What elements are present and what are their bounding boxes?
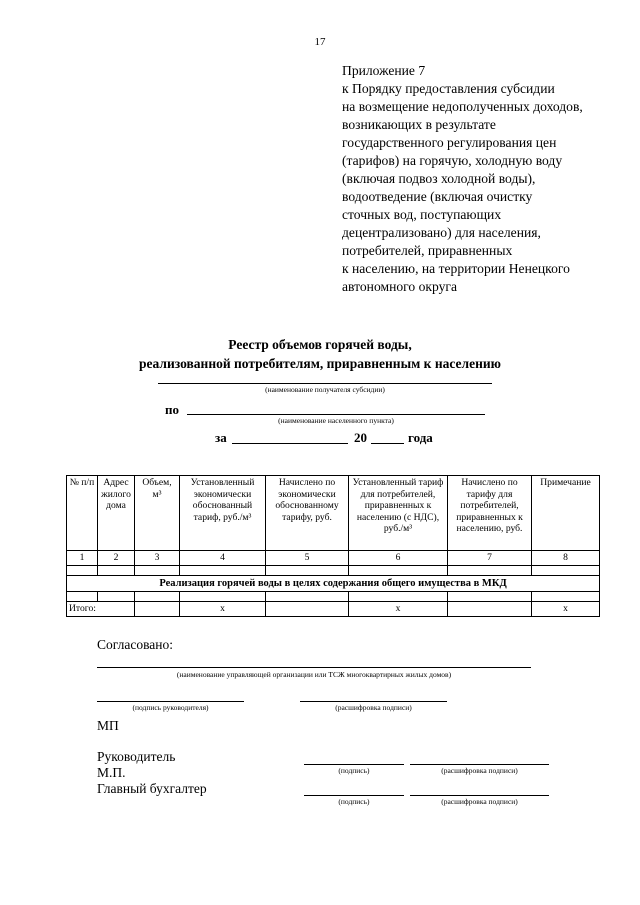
year-prefix: 20: [354, 430, 367, 445]
appendix-line: к Порядку предоставления субсидии: [342, 81, 555, 96]
po-label: по: [165, 402, 179, 417]
column-number: 4: [180, 551, 266, 566]
header-economic-tariff: Установленный экономически обоснованный тариф, руб./м³: [180, 476, 266, 551]
x-mark: x: [532, 602, 600, 617]
table-cell[interactable]: [349, 592, 448, 602]
head-label: Руководитель: [97, 749, 176, 764]
x-mark: x: [349, 602, 448, 617]
recipient-line: [158, 383, 492, 384]
title-line-2: реализованной потребителям, приравненным к населению: [139, 356, 501, 371]
table-cell[interactable]: [98, 592, 135, 602]
table-cell[interactable]: [180, 592, 266, 602]
page-number: 17: [314, 36, 326, 48]
head-signature-line: [97, 701, 244, 702]
registry-table: [66, 475, 600, 617]
table-cell[interactable]: [349, 565, 448, 575]
year-suffix: года: [408, 430, 433, 445]
appendix-line: водоотведение (включая очистку: [342, 189, 533, 204]
approval-title: Согласовано:: [97, 637, 173, 652]
appendix-line: (включая подвоз холодной воды),: [342, 171, 536, 186]
x-mark: x: [180, 602, 266, 617]
table-cell[interactable]: [135, 592, 180, 602]
column-number: 6: [349, 551, 448, 566]
signature-caption: (подпись): [338, 797, 370, 806]
head-decoding-field: [410, 764, 549, 765]
year-line: [371, 443, 404, 444]
header-address: Адрес жилого дома: [98, 476, 135, 551]
table-cell[interactable]: [266, 565, 349, 575]
table-cell[interactable]: [67, 592, 98, 602]
accountant-label: Главный бухгалтер: [97, 781, 207, 796]
total-row: [67, 602, 600, 617]
decoding-caption: (расшифровка подписи): [441, 766, 518, 775]
appendix-line: потребителей, приравненных: [342, 243, 513, 258]
stamp-label: МП: [97, 718, 119, 733]
accountant-decoding-field: [410, 795, 549, 796]
table-cell[interactable]: [448, 592, 532, 602]
appendix-line: возникающих в результате: [342, 117, 496, 132]
column-number: 7: [448, 551, 532, 566]
table-cell[interactable]: [532, 592, 600, 602]
decoding-caption: (расшифровка подписи): [441, 797, 518, 806]
column-number: 5: [266, 551, 349, 566]
head-signature-caption: (подпись руководителя): [132, 703, 209, 712]
table-header-row: [67, 476, 600, 551]
table-cell[interactable]: [67, 565, 98, 575]
header-charged-economic: Начислено по экономически обоснованному тарифу, руб.: [266, 476, 349, 551]
total-charged-population-cell[interactable]: [448, 602, 532, 617]
signature-caption: (подпись): [338, 766, 370, 775]
column-number: 2: [98, 551, 135, 566]
header-population-tariff: Установленный тариф для потребителей, приравненных к населению (с НДС), руб./м³: [349, 476, 448, 551]
total-label: Итого:: [67, 602, 135, 617]
appendix-block: [342, 62, 622, 296]
table-cell[interactable]: [532, 565, 600, 575]
header-volume: Объем, м³: [135, 476, 180, 551]
org-line: [97, 667, 531, 668]
section-row: [67, 575, 600, 592]
table-cell[interactable]: [98, 565, 135, 575]
column-number: 3: [135, 551, 180, 566]
appendix-line: Приложение 7: [342, 63, 426, 78]
header-number: № п/п: [67, 476, 98, 551]
table-number-row: [67, 551, 600, 566]
appendix-line: на возмещение недополученных доходов,: [342, 99, 583, 114]
za-label: за: [215, 430, 227, 445]
accountant-signature-field: [304, 795, 404, 796]
appendix-line: (тарифов) на горячую, холодную воду: [342, 153, 563, 168]
org-caption: (наименование управляющей организации или ТСЖ многоквартирных жилых домов): [176, 670, 452, 679]
mp-label: М.П.: [97, 765, 126, 780]
header-charged-population: Начислено по тарифу для потребителей, приравненных к населению, руб.: [448, 476, 532, 551]
appendix-line: государственного регулирования цен: [342, 135, 557, 150]
document-title: [0, 335, 640, 373]
column-number: 8: [532, 551, 600, 566]
header-note: Примечание: [532, 476, 600, 551]
recipient-caption: (наименование получателя субсидии): [265, 385, 385, 394]
decoding-line: [300, 701, 447, 702]
appendix-line: к населению, на территории Ненецкого: [342, 261, 570, 276]
table-row: [67, 565, 600, 575]
title-line-1: Реестр объемов горячей воды,: [228, 337, 412, 352]
appendix-line: автономного округа: [342, 279, 458, 294]
decoding-caption: (расшифровка подписи): [335, 703, 412, 712]
settlement-line: [187, 414, 485, 415]
column-number: 1: [67, 551, 98, 566]
table-row: [67, 592, 600, 602]
appendix-line: децентрализовано) для населения,: [342, 225, 541, 240]
settlement-caption: (наименование населенного пункта): [278, 416, 394, 425]
table-cell[interactable]: [135, 565, 180, 575]
table-cell[interactable]: [266, 592, 349, 602]
appendix-line: сточных вод, поступающих: [342, 207, 502, 222]
section-title: Реализация горячей воды в целях содержания общего имущества в МКД: [67, 575, 600, 592]
total-volume-cell[interactable]: [135, 602, 180, 617]
table-cell[interactable]: [448, 565, 532, 575]
total-charged-economic-cell[interactable]: [266, 602, 349, 617]
table-cell[interactable]: [180, 565, 266, 575]
head-signature-field: [304, 764, 404, 765]
period-line: [232, 443, 348, 444]
